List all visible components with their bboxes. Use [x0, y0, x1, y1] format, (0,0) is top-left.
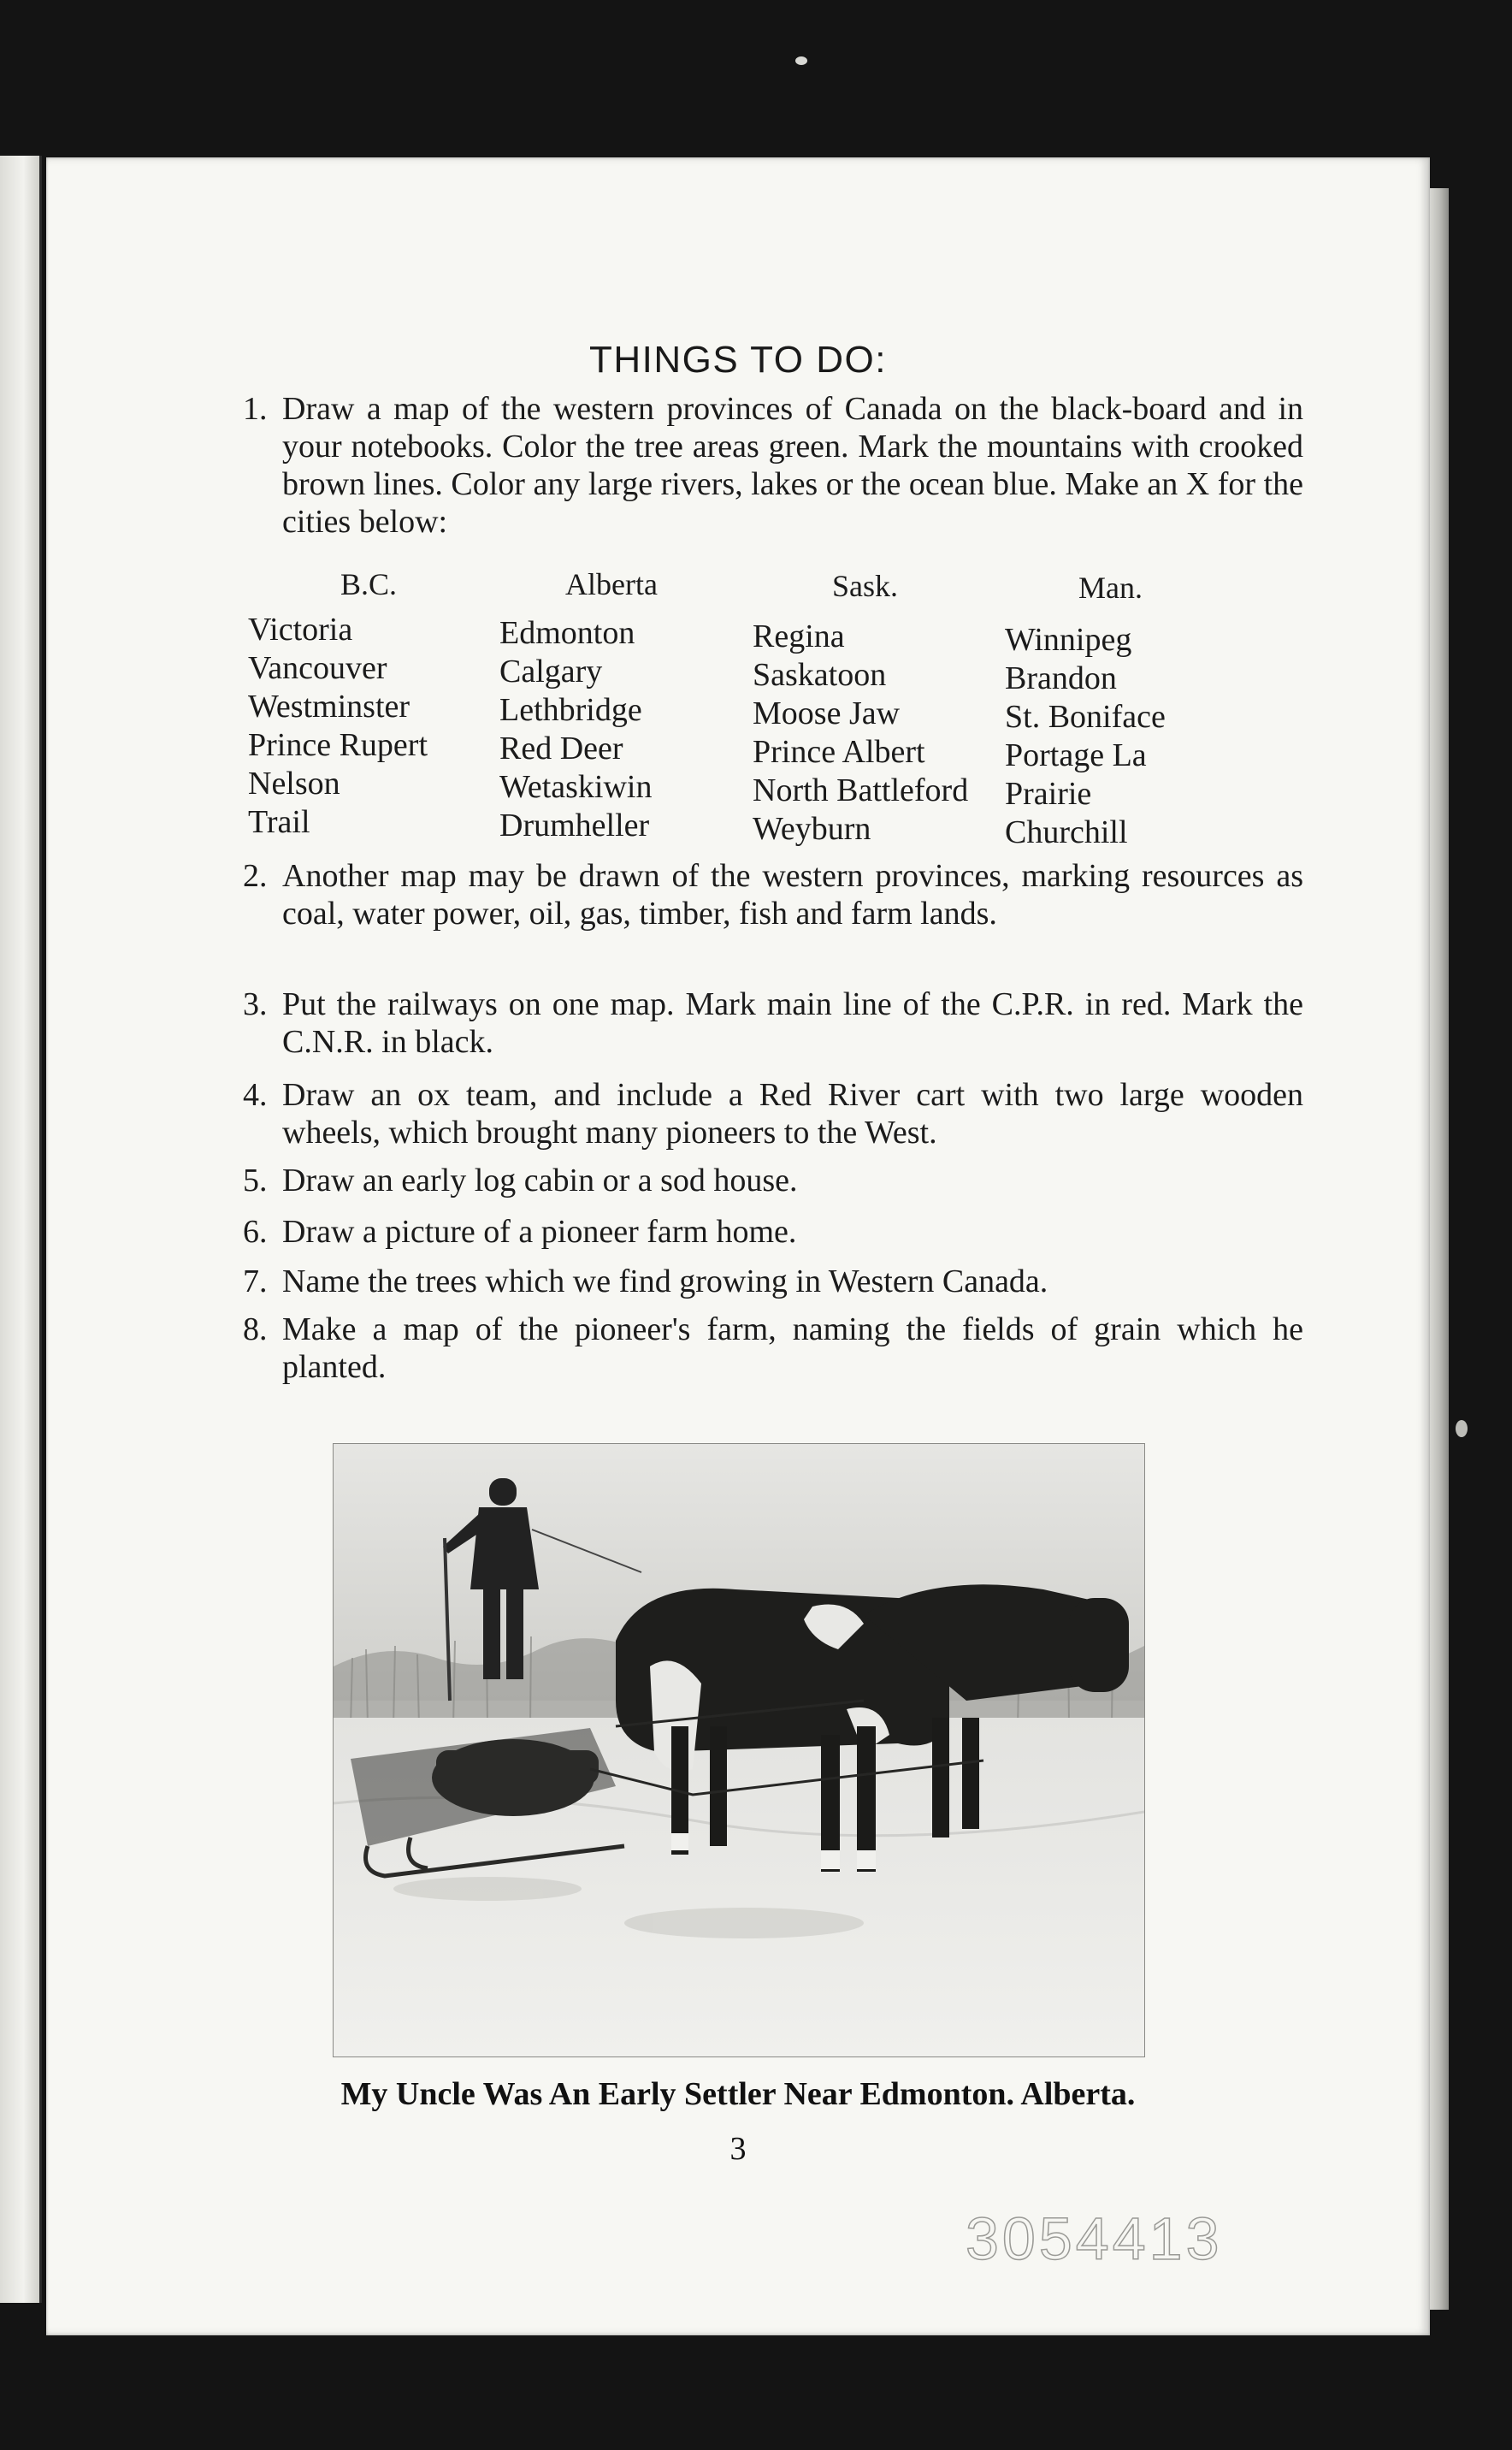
activity-item-1	[243, 390, 1303, 541]
city-name: Weyburn	[753, 811, 871, 847]
city-name: Brandon	[1005, 660, 1117, 696]
city-list-bc	[248, 611, 522, 842]
activity-item-2	[243, 857, 1303, 932]
item-number: 8.	[243, 1311, 268, 1347]
activity-item-4	[243, 1076, 1303, 1151]
accession-number: 3054413	[966, 2205, 1223, 2272]
column-header-bc: B.C.	[340, 567, 398, 601]
city-name: Prince Albert	[753, 734, 925, 770]
city-name: Westminster	[248, 689, 410, 725]
item-text: Draw a map of the western provinces of Canada on the black-board and in your notebooks. Color the tree areas green. Mark the mountains with crooked brown lines. Color any large rivers, lakes or the ocean blue. Make an X for the cities below:	[282, 391, 1303, 540]
dust-speck	[795, 56, 807, 65]
city-name: Drumheller	[499, 808, 650, 843]
activity-item-8	[243, 1311, 1303, 1386]
item-number: 1.	[243, 391, 268, 427]
item-number: 7.	[243, 1263, 268, 1299]
city-list-man	[1005, 621, 1279, 852]
city-name: Trail	[248, 804, 310, 840]
item-text: Make a map of the pioneer's farm, naming the fields of grain which he planted.	[282, 1311, 1303, 1385]
city-name: St. Boniface	[1005, 699, 1166, 735]
right-page-edge	[1430, 188, 1449, 2310]
city-name: Moose Jaw	[753, 695, 901, 731]
item-text: Name the trees which we find growing in Western Canada.	[282, 1263, 1048, 1299]
city-name: Calgary	[499, 654, 603, 689]
city-name: Red Deer	[499, 731, 623, 766]
activity-item-5	[243, 1162, 1303, 1199]
city-name: Prince Rupert	[248, 727, 428, 763]
item-number: 4.	[243, 1077, 268, 1113]
item-text: Another map may be drawn of the western provinces, marking resources as coal, water power, oil, gas, timber, fish and farm lands.	[282, 858, 1303, 932]
city-name: Saskatoon	[753, 657, 887, 693]
page-number: 3	[729, 2131, 747, 2167]
column-header-man: Man.	[1078, 571, 1143, 605]
column-header-alberta: Alberta	[565, 567, 658, 601]
item-number: 2.	[243, 858, 268, 894]
item-text: Draw an early log cabin or a sod house.	[282, 1163, 798, 1198]
city-name: Winnipeg	[1005, 622, 1132, 658]
city-name: Prairie	[1005, 776, 1092, 812]
dust-speck	[1456, 1420, 1468, 1437]
city-name: Wetaskiwin	[499, 769, 653, 805]
activity-item-6	[243, 1213, 1303, 1251]
city-name: Portage La	[1005, 737, 1147, 773]
city-name: Nelson	[248, 766, 340, 802]
item-number: 6.	[243, 1214, 268, 1250]
city-list-alberta	[499, 614, 773, 845]
city-name: Victoria	[248, 612, 353, 648]
city-name: North Battleford	[753, 772, 969, 808]
item-number: 5.	[243, 1163, 268, 1198]
item-text: Draw a picture of a pioneer farm home.	[282, 1214, 797, 1250]
item-number: 3.	[243, 986, 268, 1022]
city-name: Lethbridge	[499, 692, 642, 728]
city-name: Churchill	[1005, 814, 1128, 850]
city-name: Edmonton	[499, 615, 635, 651]
city-name: Vancouver	[248, 650, 387, 686]
page-heading: THINGS TO DO:	[589, 339, 887, 381]
activity-item-7	[243, 1263, 1303, 1300]
city-list-sask	[753, 618, 1026, 849]
item-text: Draw an ox team, and include a Red River cart with two large wooden wheels, which brought many pioneers to the West.	[282, 1077, 1303, 1151]
left-page-edge	[0, 156, 42, 2303]
column-header-sask: Sask.	[832, 569, 899, 603]
activity-item-3	[243, 985, 1303, 1061]
item-text: Put the railways on one map. Mark main line of the C.P.R. in red. Mark the C.N.R. in black.	[282, 986, 1303, 1060]
photo-caption: My Uncle Was An Early Settler Near Edmonton. Alberta.	[340, 2076, 1136, 2112]
ox-team-photograph	[334, 1444, 1144, 2056]
book-page	[46, 157, 1430, 2335]
city-name: Regina	[753, 618, 845, 654]
